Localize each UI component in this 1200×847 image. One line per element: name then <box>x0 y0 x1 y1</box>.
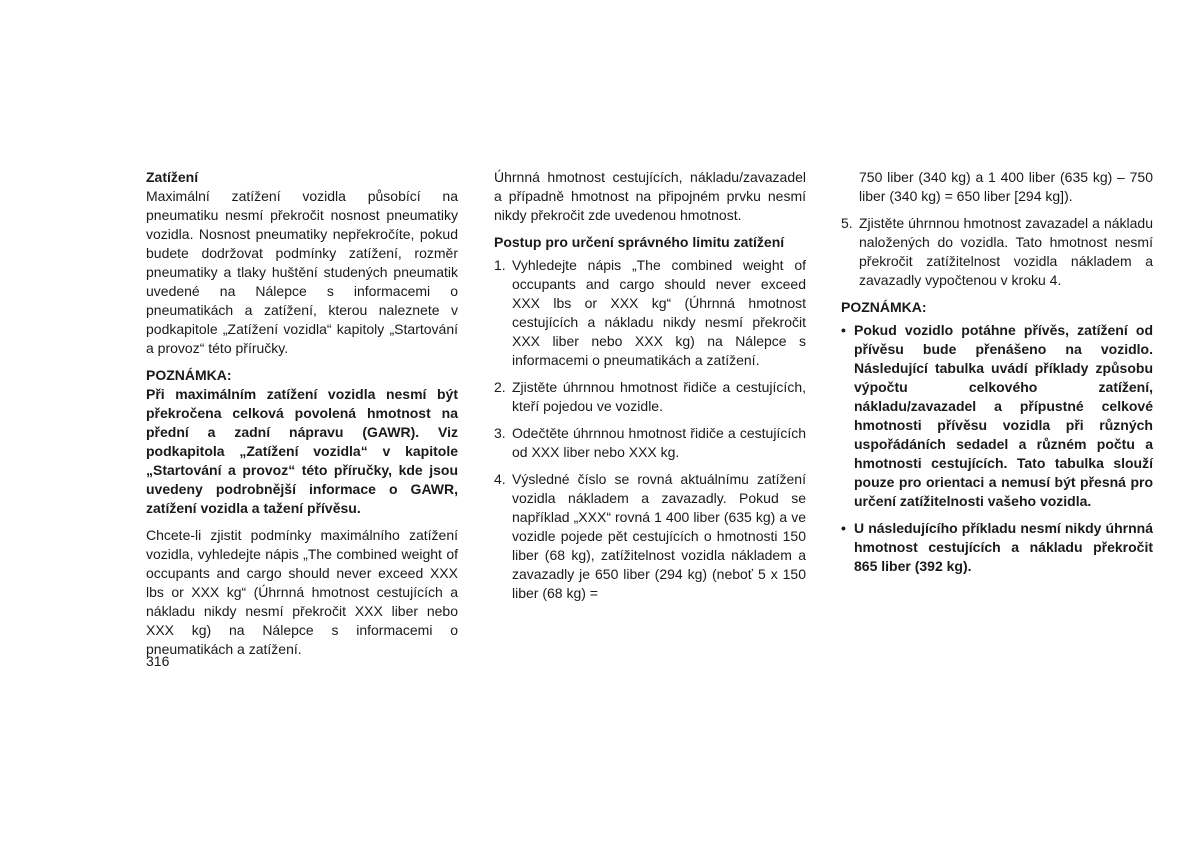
step-text: Vyhledejte nápis „The combined weight of occupants and cargo should never exceed XXX lbs or XXX kg“ (Úhrnná hmotnost cestujících a nákladu nikdy nesmí překročit XXX liber nebo XXX kg) na Nálepce s informacemi o pneumatikách a zatížení. <box>512 257 806 368</box>
step-text: Zjistěte úhrnnou hmotnost řidiče a cestujících, kteří pojedou ve vozidle. <box>512 379 806 414</box>
step-number: 5. <box>841 215 853 231</box>
section-heading: Zatížení <box>146 169 199 185</box>
step-text: Zjistěte úhrnnou hmotnost zavazadel a nákladu naložených do vozidla. Tato hmotnost nesmí překročit zatížitelnost vozidla nákladem a zavazadly vypočtenou v kroku 4. <box>859 215 1153 288</box>
list-item <box>841 214 1153 290</box>
list-item <box>494 378 806 416</box>
note-text: U následujícího příkladu nesmí nikdy úhrnná hmotnost cestujících a nákladu překročit 865 liber (392 kg). <box>854 520 1153 574</box>
step-number: 1. <box>494 257 506 273</box>
list-item <box>841 321 1153 511</box>
subheading: Postup pro určení správného limitu zatížení <box>494 234 785 250</box>
list-item <box>494 424 806 462</box>
bullet-icon: • <box>841 322 846 338</box>
list-item <box>494 256 806 370</box>
note-text: Při maximálním zatížení vozidla nesmí být překročena celková povolená hmotnost na přední a zadní nápravu (GAWR). Viz podkapitola „Zatížení vozidla“ v kapitole „Startování a provoz“ této příručky, kde jsou uvedeny podrobnější informace o GAWR, zatížení vozidla a tažení přívěsu. <box>146 386 458 516</box>
list-item <box>494 470 806 603</box>
steps-list <box>494 256 806 603</box>
list-item <box>841 519 1153 576</box>
paragraph: Chcete-li zjistit podmínky maximálního zatížení vozidla, vyhledejte nápis „The combined weight of occupants and cargo should never exceed XXX lbs or XXX kg“ (Úhrnná hmotnost cestujících a nákladu nikdy nesmí překročit XXX liber nebo XXX kg) na Nálepce s informacemi o pneumatikách a zatížení. <box>146 527 458 657</box>
step-number: 2. <box>494 379 506 395</box>
step-number: 3. <box>494 425 506 441</box>
steps-list <box>841 214 1153 290</box>
notes-list <box>841 321 1153 576</box>
column-left <box>146 168 458 659</box>
column-middle <box>494 168 806 611</box>
column-right <box>841 168 1153 584</box>
note-text: Pokud vozidlo potáhne přívěs, zatížení od přívěsu bude přenášeno na vozidlo. Následující tabulka uvádí příklady způsobu výpočtu celkového zatížení, nákladu/zavazadel a přípustné celkové hmotnosti přívěsu vozidla při různých uspořádáních sedadel a různém počtu a hmotnosti cestujících. Tato tabulka slouží pouze pro orientaci a nemusí být přesná pro určení zatížitelnosti vašeho vozidla. <box>854 322 1153 509</box>
note-title: POZNÁMKA: <box>841 299 927 315</box>
page-number: 316 <box>146 653 170 669</box>
step-number: 4. <box>494 471 506 487</box>
intro-paragraph: Maximální zatížení vozidla působící na pneumatiku nesmí překročit nosnost pneumatiky vozidla. Nosnost pneumatiky nepřekročíte, pokud budete dodržovat podmínky zatížení, rozměr pneumatiky a tlaky huštění studených pneumatik uvedené na Nálepce s informacemi o pneumatikách a zatížení, kterou naleznete v podkapitole „Zatížení vozidla“ kapitoly „Startování a provoz“ této příručky. <box>146 188 458 356</box>
bullet-icon: • <box>841 520 846 536</box>
step-text: Výsledné číslo se rovná aktuálnímu zatížení vozidla nákladem a zavazadly. Pokud se například „XXX“ rovná 1 400 liber (635 kg) a ve vozidle pojede pět cestujících o hmotnosti 150 liber (68 kg), zatížitelnost vozidla nákladem a zavazadly je 650 liber (294 kg) (neboť 5 x 150 liber (68 kg) = <box>512 471 806 601</box>
note-title: POZNÁMKA: <box>146 367 232 383</box>
step-text: Odečtěte úhrnnou hmotnost řidiče a cestujících od XXX liber nebo XXX kg. <box>512 425 806 460</box>
step-continuation: 750 liber (340 kg) a 1 400 liber (635 kg) – 750 liber (340 kg) = 650 liber [294 kg]). <box>859 169 1153 204</box>
intro-paragraph: Úhrnná hmotnost cestujících, nákladu/zavazadel a případně hmotnost na připojném prvku nesmí nikdy překročit zde uvedenou hmotnost. <box>494 169 806 223</box>
